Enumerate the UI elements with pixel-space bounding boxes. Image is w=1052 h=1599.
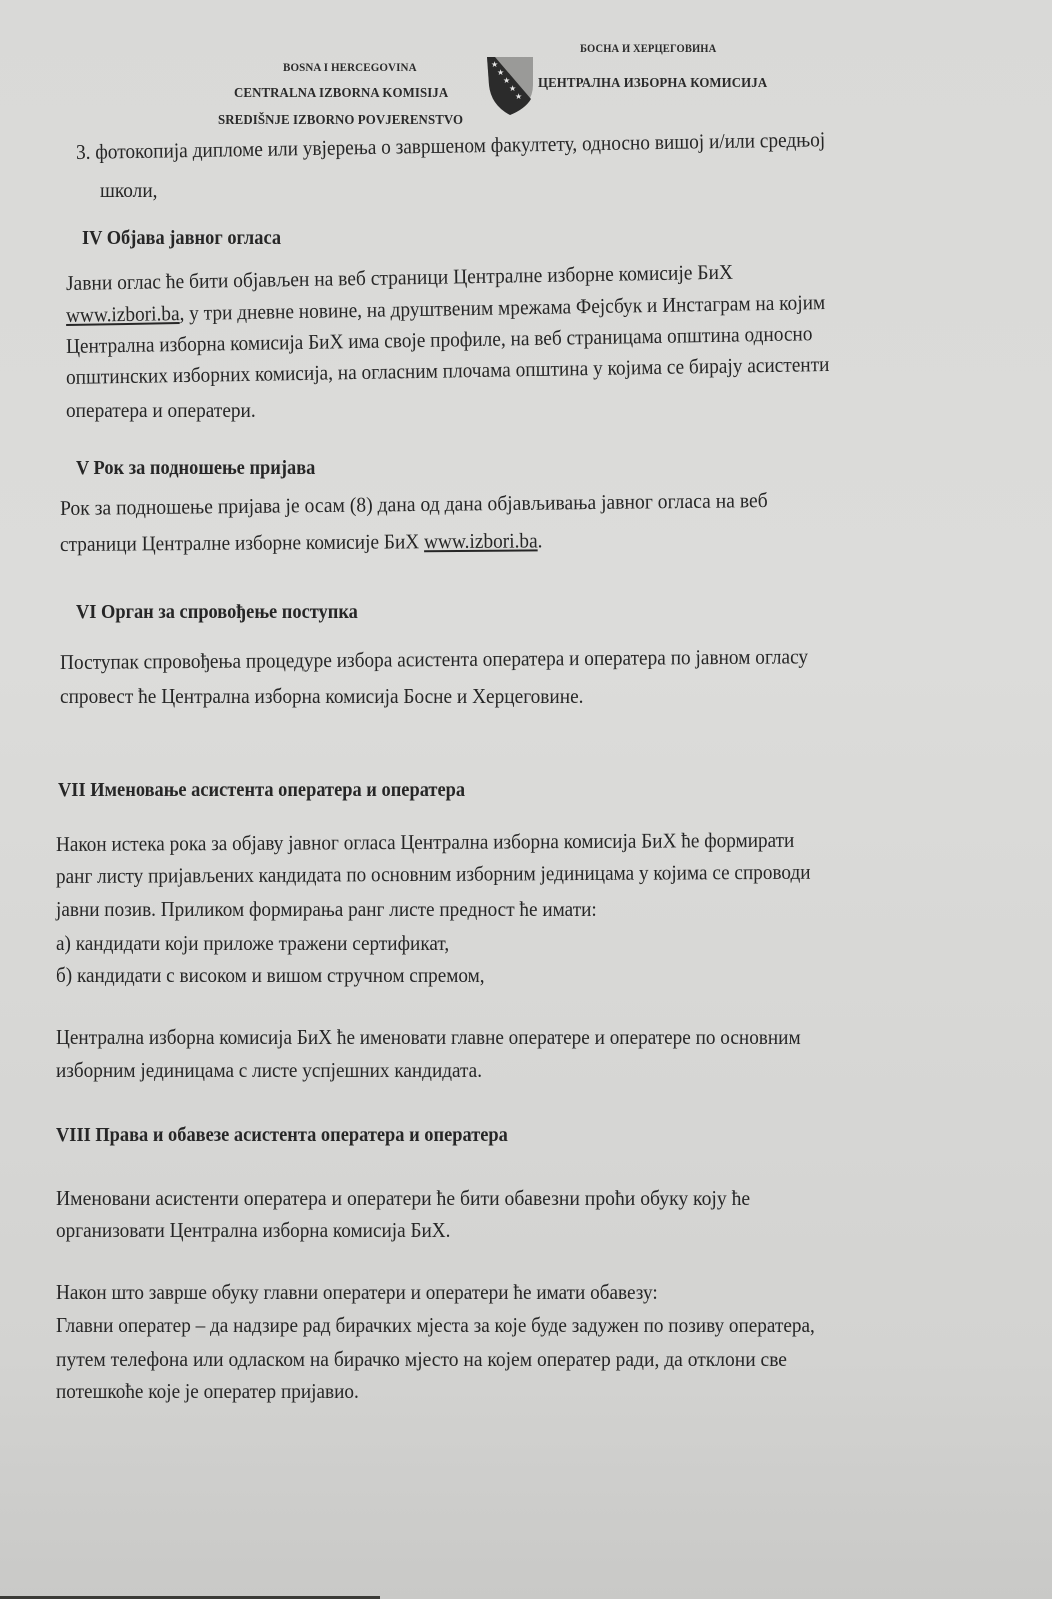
section-8-para2-line4: потешкоће које је оператер пријавио.: [56, 1379, 359, 1403]
section-7-heading: VII Именовање асистента оператера и оператера: [58, 779, 466, 801]
section-8-para2-line3: путем телефона или одласком на бирачко мјесто на којем оператер ради, да отклони све: [56, 1347, 787, 1371]
svg-text:★: ★: [509, 84, 517, 93]
svg-text:★: ★: [497, 68, 505, 77]
header-commission-croatian: SREDIŠNJE IZBORNO POVJERENSTVO: [218, 113, 464, 128]
coat-of-arms-icon: [485, 55, 535, 117]
header-country-cyrillic: БОСНА И ХЕРЦЕГОВИНА: [580, 43, 717, 55]
section-5-line2: [60, 528, 543, 557]
header-commission-latin: CENTRALNA IZBORNA KOMISIJA: [234, 86, 449, 101]
section-4-line3: Централна изборна комисија БиХ има своје профиле, на веб страницама општина односно: [65, 321, 813, 358]
section-7-line1: Након истека рока за објаву јавног огласа Централна изборна комисија БиХ ће формирати: [55, 827, 795, 856]
section-7-item-b: б) кандидати с високом и вишом стручном спремом,: [56, 963, 485, 987]
section-4-line2-text: , у три дневне новине, на друштвеним мрежама Фејсбук и Инстаграм на којим: [179, 290, 826, 326]
list-item-3-line2: школи,: [100, 178, 158, 202]
svg-text:★: ★: [515, 92, 523, 101]
section-5-line1: Рок за подношење пријава је осам (8) дана од дана објављивања јавног огласа на веб: [59, 488, 768, 520]
section-5-line2-end: .: [537, 528, 543, 553]
section-4-line1: Јавни оглас ће бити објављен на веб страници Централне изборне комисије БиХ: [65, 259, 734, 295]
section-5-heading: V Рок за подношење пријава: [76, 457, 316, 479]
header-commission-cyrillic: ЦЕНТРАЛНА ИЗБОРНА КОМИСИЈА: [538, 76, 768, 91]
section-8-heading: VIII Права и обавезе асистента оператера и оператера: [56, 1124, 508, 1146]
section-5-line2-text: страници Централне изборне комисије БиХ: [59, 529, 425, 556]
section-7-line3: јавни позив. Приликом формирања ранг листе предност ће имати:: [56, 897, 597, 921]
svg-text:★: ★: [503, 76, 511, 85]
section-4-line5: оператера и оператери.: [66, 398, 256, 422]
section-7-item-a: а) кандидати који приложе тражени сертификат,: [56, 931, 450, 955]
section-7-para2-line2: изборним јединицама с листе успјешних кандидата.: [56, 1058, 483, 1082]
list-item-3-line1: 3. фотокопија дипломе или увјерења о завршеном факултету, односно вишој и/или средњој: [75, 127, 826, 164]
section-6-line2: спровест ће Централна изборна комисија Босне и Херцеговине.: [60, 684, 584, 708]
section-6-line1: Поступак спровођења процедуре избора асистента оператера и оператера по јавном огласу: [59, 644, 809, 674]
section-8-para2-line2: Главни оператер – да надзире рад бирачких мјеста за које буде задужен по позиву оператера,: [56, 1313, 815, 1337]
izbori-link[interactable]: www.izbori.ba: [423, 528, 538, 554]
section-8-para2-line1: Након што заврше обуку главни оператери и оператери ће имати обавезу:: [56, 1280, 658, 1304]
section-8-para1-line2: организовати Централна изборна комисија БиХ.: [56, 1218, 451, 1242]
section-4-line4: општинских изборних комисија, на огласним плочама општина у којима се бирају асистенти: [65, 351, 830, 389]
section-4-heading: IV Објава јавног огласа: [82, 227, 282, 249]
section-8-para1-line1: Именовани асистенти оператера и оператери ће бити обавезни проћи обуку коју ће: [56, 1186, 751, 1210]
izbori-link[interactable]: www.izbori.ba: [65, 301, 180, 327]
header-country-latin: BOSNA I HERCEGOVINA: [283, 60, 417, 74]
section-7-para2-line1: Централна изборна комисија БиХ ће именовати главне оператере и оператере по основним: [56, 1025, 801, 1049]
section-7-line2: ранг листу пријављених кандидата по основним изборним јединицама у којима се спроводи: [55, 859, 811, 888]
svg-text:★: ★: [491, 60, 499, 69]
section-6-heading: VI Орган за спровођење поступка: [76, 601, 358, 623]
